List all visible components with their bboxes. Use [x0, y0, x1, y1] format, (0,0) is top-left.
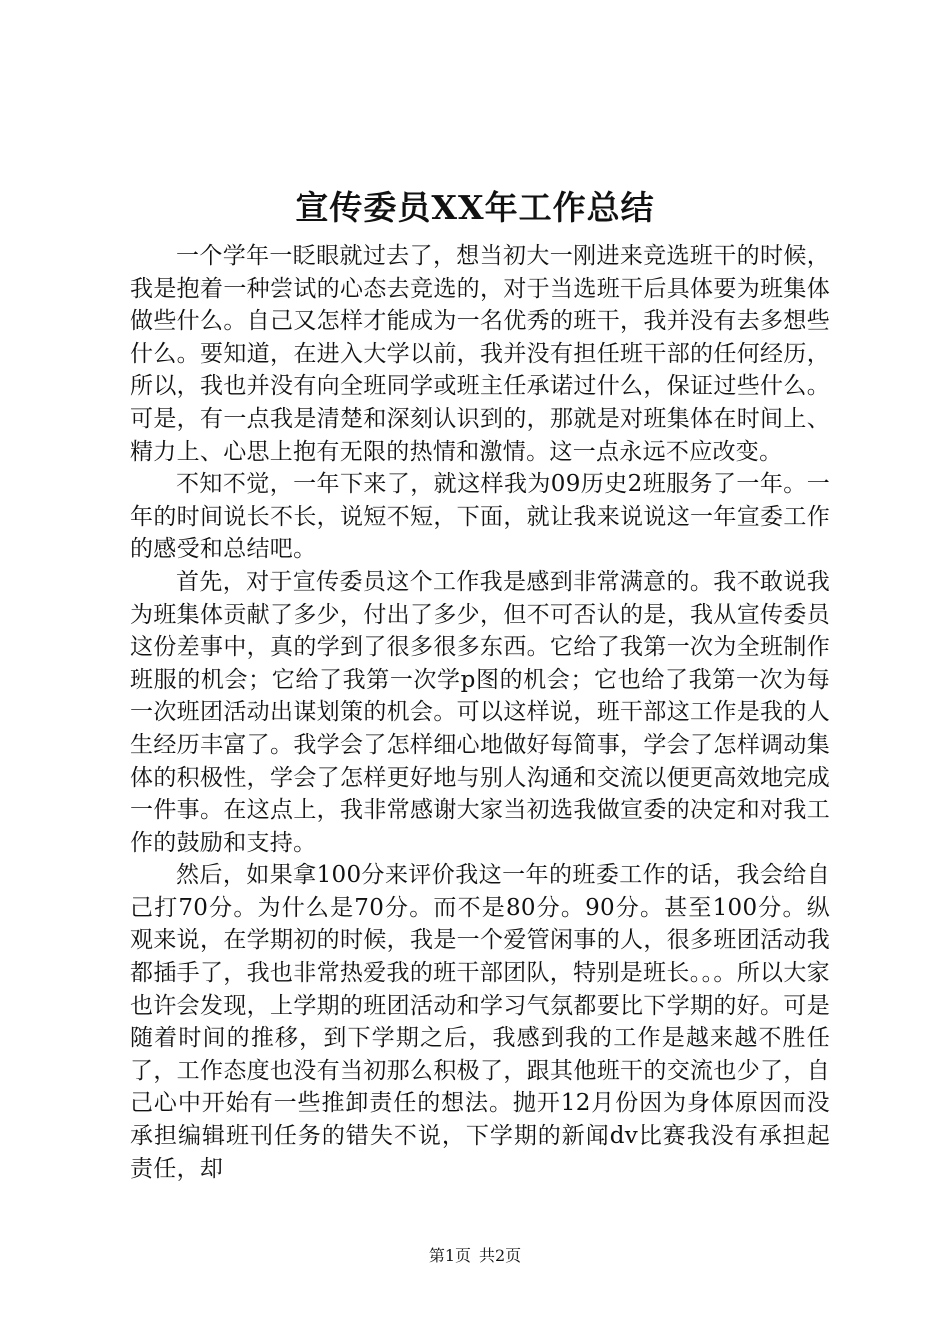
document-body — [130, 240, 830, 1185]
page-footer — [0, 1246, 950, 1266]
paragraph: 首先，对于宣传委员这个工作我是感到非常满意的。我不敢说我为班集体贡献了多少，付出了多少，但不可否认的是，我从宣传委员这份差事中，真的学到了很多很多东西。它给了我第一次为全班制作班服的机会；它给了我第一次学p图的机会；它也给了我第一次为每一次班团活动出谋划策的机会。可以这样说，班干部这工作是我的人生经历丰富了。我学会了怎样细心地做好每简事，学会了怎样调动集体的积极性，学会了怎样更好地与别人沟通和交流以便更高效地完成一件事。在这点上，我非常感谢大家当初选我做宣委的决定和对我工作的鼓励和支持。 — [130, 568, 830, 856]
paragraph: 一个学年一眨眼就过去了，想当初大一刚进来竞选班干的时候，我是抱着一种尝试的心态去竞选的，对于当选班干后具体要为班集体做些什么。自己又怎样才能成为一名优秀的班干，我并没有去多想些什么。要知道，在进入大学以前，我并没有担任班干部的任何经历，所以，我也并没有向全班同学或班主任承诺过什么，保证过些什么。可是，有一点我是清楚和深刻认识到的，那就是对班集体在时间上、精力上、心思上抱有无限的热情和激情。这一点永远不应改变。 — [130, 243, 830, 465]
paragraph: 不知不觉，一年下来了，就这样我为09历史2班服务了一年。一年的时间说长不长，说短不短，下面，就让我来说说这一年宣委工作的感受和总结吧。 — [130, 471, 830, 563]
page-total: 共2页 — [479, 1246, 522, 1265]
document-title: 宣传委员XX年工作总结 — [295, 188, 655, 227]
page-number: 第1页 — [428, 1246, 471, 1265]
paragraph: 然后，如果拿100分来评价我这一年的班委工作的话，我会给自己打70分。为什么是70分。而不是80分。90分。甚至100分。纵观来说，在学期初的时候，我是一个爱管闲事的人，很多班团活动我都插手了，我也非常热爱我的班干部团队，特别是班长。。。所以大家也许会发现，上学期的班团活动和学习气氛都要比下学期的好。可是随着时间的推移，到下学期之后，我感到我的工作是越来越不胜任了，工作态度也没有当初那么积极了，跟其他班干的交流也少了，自己心中开始有一些推卸责任的想法。抛开12月份因为身体原因而没承担编辑班刊任务的错失不说，下学期的新闻dv比赛我没有承担起责任，却 — [130, 862, 830, 1182]
